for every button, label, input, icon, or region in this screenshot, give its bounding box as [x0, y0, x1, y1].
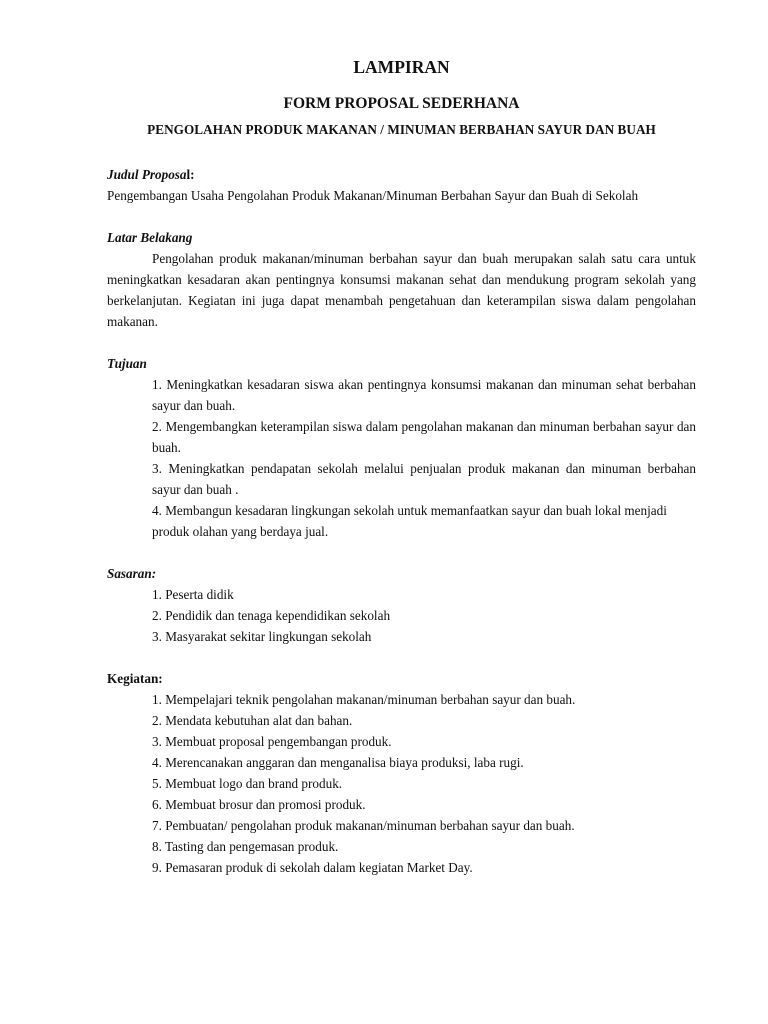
list-item: 4. Membangun kesadaran lingkungan sekolah untuk memanfaatkan sayur dan buah lokal menjadi produk olahan yang berdaya jual.	[152, 503, 667, 539]
document-subtitle: FORM PROPOSAL SEDERHANA	[283, 95, 520, 112]
sasaran-list	[107, 584, 696, 647]
section-kegiatan	[107, 668, 696, 878]
document-subtitle-2: PENGOLAHAN PRODUK MAKANAN / MINUMAN BERBAHAN SAYUR DAN BUAH	[147, 122, 656, 137]
section-sasaran	[107, 563, 696, 647]
list-item: 1. Peserta didik	[152, 587, 234, 602]
latar-heading: Latar Belakang	[107, 230, 193, 245]
list-item: 8. Tasting dan pengemasan produk.	[152, 839, 339, 854]
judul-heading	[107, 164, 696, 185]
kegiatan-list	[107, 689, 696, 878]
section-tujuan	[107, 353, 696, 542]
list-item: 7. Pembuatan/ pengolahan produk makanan/minuman berbahan sayur dan buah.	[152, 818, 575, 833]
judul-heading-tail: l:	[186, 167, 195, 182]
judul-heading-text: Judul Proposa	[107, 167, 187, 182]
list-item: 3. Membuat proposal pengembangan produk.	[152, 734, 392, 749]
list-item: 1. Meningkatkan kesadaran siswa akan pentingnya konsumsi makanan dan minuman sehat berbahan sayur dan buah.	[152, 377, 696, 413]
document-title: LAMPIRAN	[353, 57, 450, 77]
list-item: 6. Membuat brosur dan promosi produk.	[152, 797, 366, 812]
list-item: 2. Pendidik dan tenaga kependidikan sekolah	[152, 608, 391, 623]
tujuan-heading: Tujuan	[107, 356, 147, 371]
list-item: 2. Mendata kebutuhan alat dan bahan.	[152, 713, 353, 728]
kegiatan-heading: Kegiatan:	[107, 671, 163, 686]
sasaran-heading: Sasaran:	[107, 566, 157, 581]
list-item: 4. Merencanakan anggaran dan menganalisa biaya produksi, laba rugi.	[152, 755, 524, 770]
section-judul	[107, 164, 696, 206]
judul-text: Pengembangan Usaha Pengolahan Produk Makanan/Minuman Berbahan Sayur dan Buah di Sekolah	[107, 188, 639, 203]
tujuan-list	[107, 374, 696, 542]
list-item: 5. Membuat logo dan brand produk.	[152, 776, 343, 791]
latar-text: Pengolahan produk makanan/minuman berbahan sayur dan buah merupakan salah satu cara untuk meningkatkan kesadaran akan pentingnya konsumsi makanan sehat dan mendukung program sekolah yang berkelanjutan. Kegiatan ini juga dapat menambah pengetahuan dan keterampilan siswa dalam pengolahan makanan.	[107, 251, 696, 329]
list-item: 3. Masyarakat sekitar lingkungan sekolah	[152, 629, 372, 644]
list-item: 9. Pemasaran produk di sekolah dalam kegiatan Market Day.	[152, 860, 473, 875]
section-latar-belakang	[107, 227, 696, 332]
list-item: 1. Mempelajari teknik pengolahan makanan/minuman berbahan sayur dan buah.	[152, 692, 576, 707]
list-item: 3. Meningkatkan pendapatan sekolah melalui penjualan produk makanan dan minuman berbahan sayur dan buah .	[152, 461, 696, 497]
list-item: 2. Mengembangkan keterampilan siswa dalam pengolahan makanan dan minuman berbahan sayur dan buah.	[152, 419, 696, 455]
